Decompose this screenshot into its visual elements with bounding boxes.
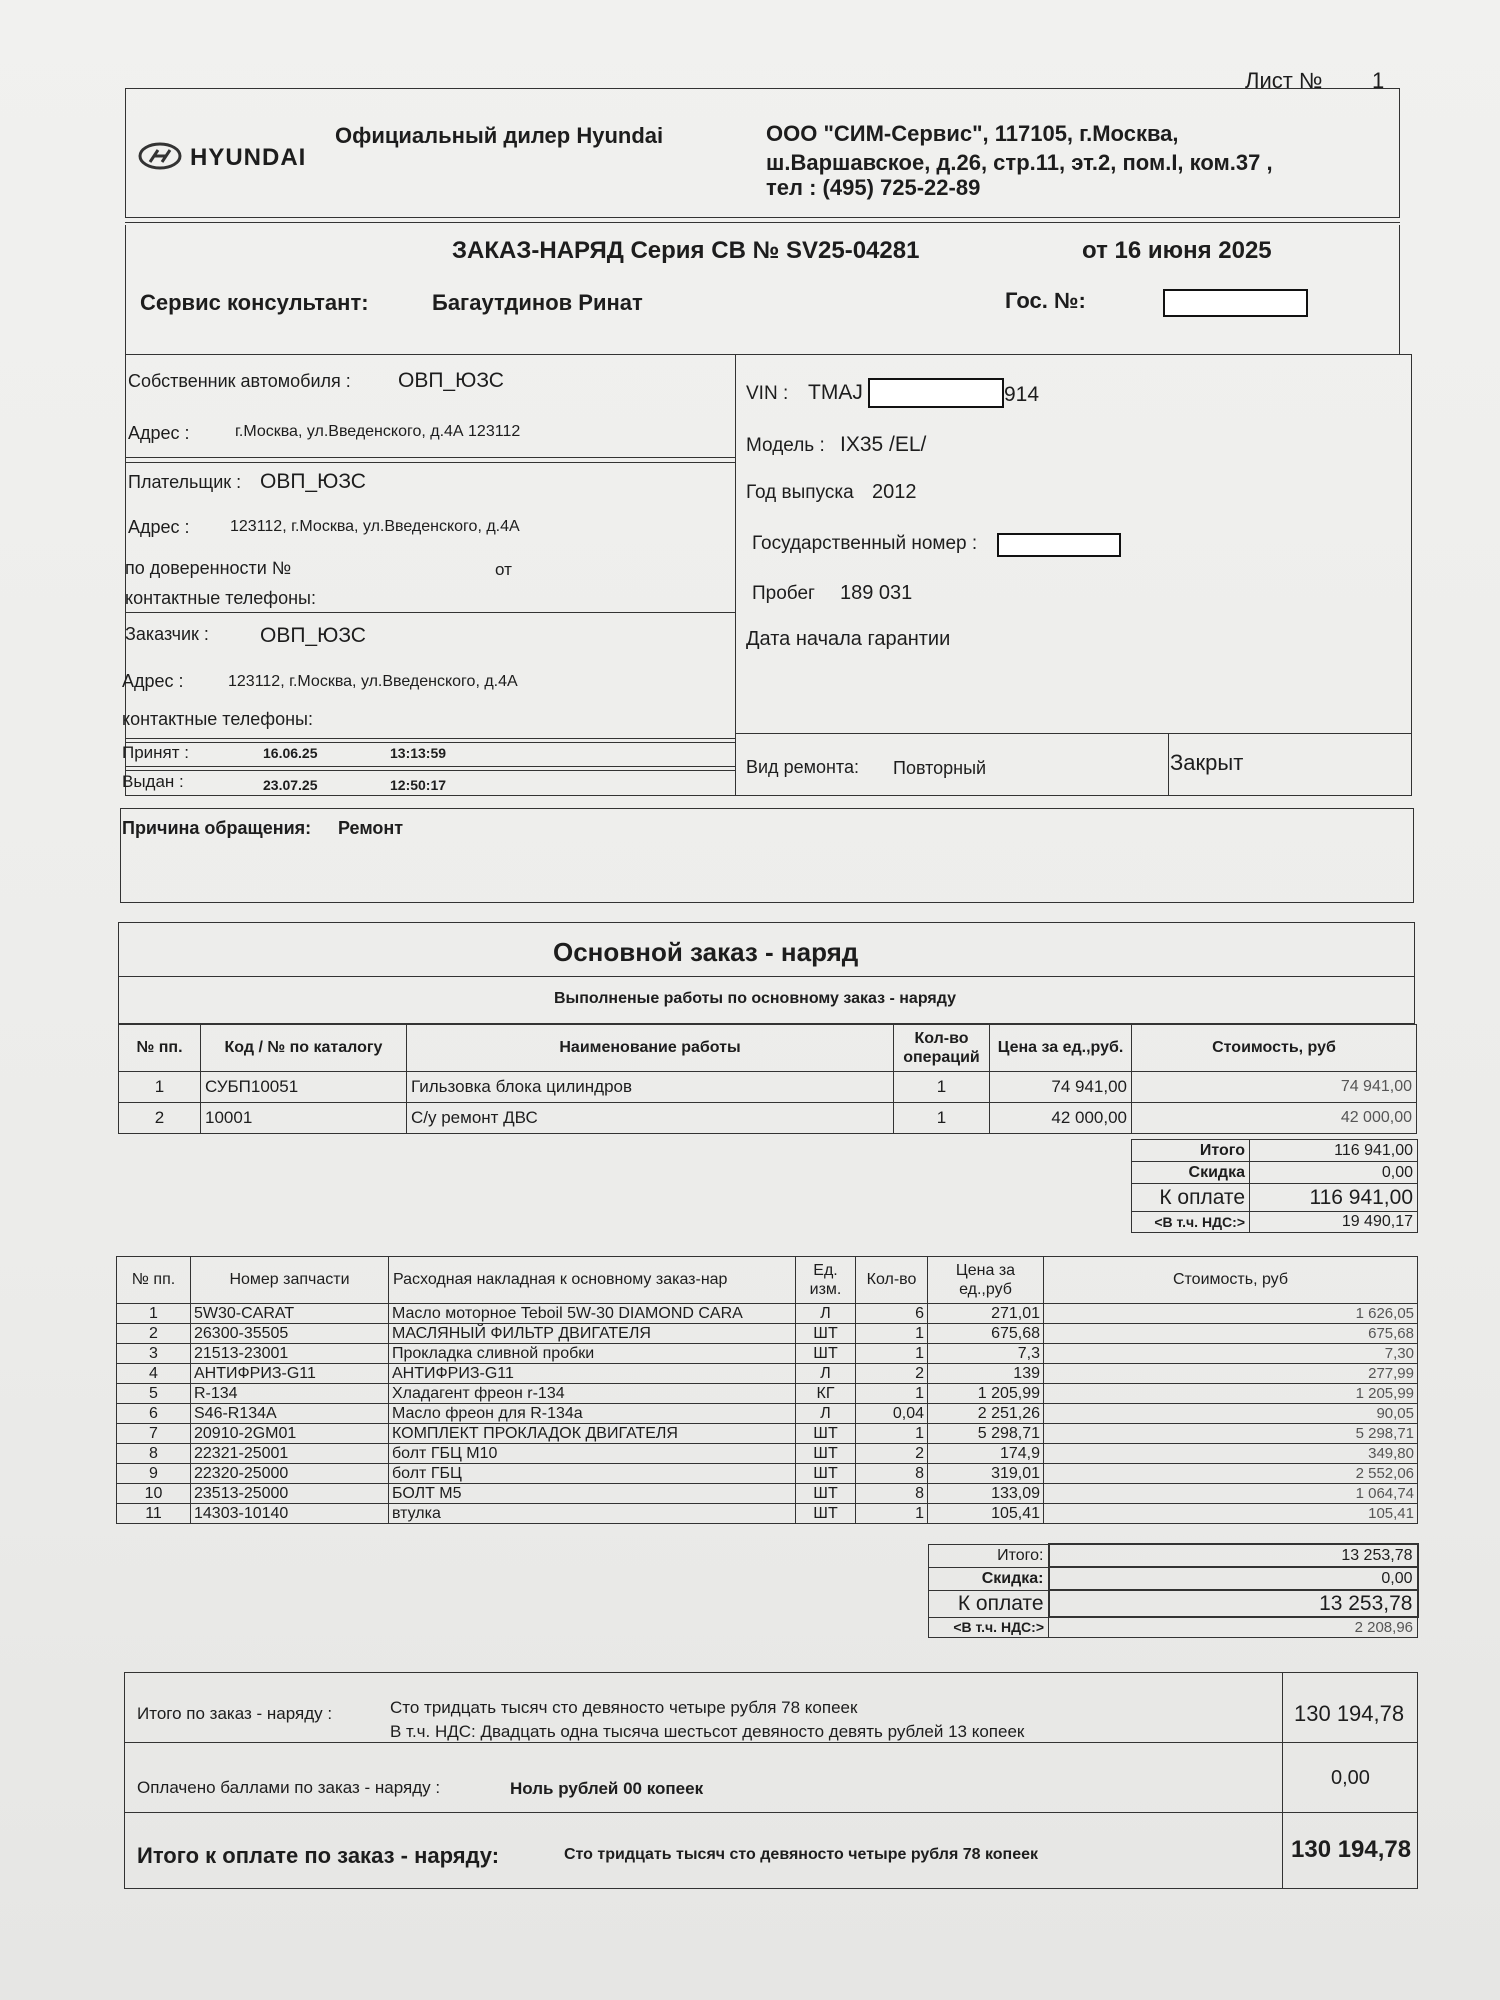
works-discount-row [1132, 1162, 1418, 1184]
parts-cell-price: 5 298,71 [928, 1424, 1044, 1444]
summary-total-value: 130 194,78 [1294, 1701, 1405, 1726]
warranty-label: Дата начала гарантии [746, 628, 951, 650]
works-total-label: Итого [1132, 1140, 1250, 1162]
parts-cell-num: 14303-10140 [191, 1504, 389, 1524]
parts-total-label: Итого: [929, 1544, 1049, 1567]
summary-points-value: 0,00 [1331, 1767, 1370, 1789]
parts-cell-name: болт ГБЦ М10 [389, 1444, 796, 1464]
owner-value: ОВП_ЮЗС [398, 369, 504, 392]
customer-address-label: Адрес : [122, 671, 184, 691]
customer-label: Заказчик : [125, 624, 209, 644]
works-cell-price: 42 000,00 [990, 1103, 1132, 1134]
works-col-qty: Кол-во операций [894, 1025, 990, 1072]
proxy-from: от [495, 560, 512, 579]
parts-cell-qty: 1 [856, 1324, 928, 1344]
year-label: Год выпуска [746, 482, 854, 503]
parts-cell-name: втулка [389, 1504, 796, 1524]
works-total-value: 116 941,00 [1250, 1140, 1418, 1162]
vin-label: VIN : [746, 383, 789, 404]
works-header-row [119, 1025, 1417, 1072]
parts-col-cost: Стоимость, руб [1044, 1257, 1418, 1304]
vin-prefix: TMAJ [808, 381, 863, 404]
owner-label: Собственник автомобиля : [128, 371, 351, 391]
payer-divider [125, 612, 735, 613]
parts-pay-row [929, 1590, 1418, 1617]
parts-cell-num: R-134 [191, 1384, 389, 1404]
payer-label: Плательщик : [128, 472, 242, 492]
parts-total-value: 13 253,78 [1049, 1544, 1418, 1567]
consultant-label: Сервис консультант: [140, 290, 369, 315]
parts-body [117, 1304, 1418, 1524]
repair-type-value: Повторный [893, 758, 987, 778]
works-col-cost: Стоимость, руб [1132, 1025, 1417, 1072]
table-row [117, 1344, 1418, 1364]
parts-discount-row [929, 1567, 1418, 1590]
summary-split [1282, 1672, 1283, 1889]
works-cell-price: 74 941,00 [990, 1072, 1132, 1103]
works-cell-cost: 42 000,00 [1132, 1103, 1417, 1134]
summary-total-words: Сто тридцать тысяч сто девяносто четыре рубля 78 копеек [390, 1698, 858, 1717]
parts-cell-unit: ШТ [796, 1444, 856, 1464]
parts-header-row [117, 1257, 1418, 1304]
parts-cell-name: КОМПЛЕКТ ПРОКЛАДОК ДВИГАТЕЛЯ [389, 1424, 796, 1444]
logo-text: HYUNDAI [190, 144, 307, 171]
parts-cell-n: 1 [117, 1304, 191, 1324]
parts-cell-n: 8 [117, 1444, 191, 1464]
parts-cell-unit: Л [796, 1364, 856, 1384]
customer-divider [125, 738, 735, 739]
works-total-row [1132, 1140, 1418, 1162]
works-cell-n: 2 [119, 1103, 201, 1134]
customer-address-value: 123112, г.Москва, ул.Введенского, д.4А [228, 673, 518, 690]
works-pay-label: К оплате [1132, 1184, 1250, 1212]
works-discount-value: 0,00 [1250, 1162, 1418, 1184]
parts-cell-cost: 2 552,06 [1044, 1464, 1418, 1484]
table-row [117, 1424, 1418, 1444]
parts-pay-label: К оплате [929, 1590, 1049, 1617]
summary-vat-words: В т.ч. НДС: Двадцать одна тысяча шестьсот девяносто девять рублей 13 копеек [390, 1722, 1025, 1741]
parts-cell-unit: Л [796, 1304, 856, 1324]
works-cell-qty: 1 [894, 1103, 990, 1134]
reason-box [120, 808, 1414, 903]
parts-cell-name: БОЛТ М5 [389, 1484, 796, 1504]
parts-cell-cost: 277,99 [1044, 1364, 1418, 1384]
summary-pay-label: Итого к оплате по заказ - наряду: [137, 1843, 500, 1868]
sheet-label: Лист № [1245, 68, 1323, 93]
works-col-code: Код / № по каталогу [201, 1025, 407, 1072]
parts-cell-unit: ШТ [796, 1484, 856, 1504]
main-order-subtitle: Выполненые работы по основному заказ - наряду [554, 990, 956, 1007]
issued-time: 12:50:17 [390, 777, 447, 793]
table-row [119, 1103, 1417, 1134]
parts-cell-qty: 1 [856, 1504, 928, 1524]
parts-cell-name: МАСЛЯНЫЙ ФИЛЬТР ДВИГАТЕЛЯ [389, 1324, 796, 1344]
works-cell-code: 10001 [201, 1103, 407, 1134]
summary-pay-value: 130 194,78 [1291, 1836, 1412, 1863]
parts-cell-qty: 0,04 [856, 1404, 928, 1424]
model-label: Модель : [746, 435, 825, 456]
table-row [117, 1364, 1418, 1384]
vin-redacted [868, 378, 1004, 408]
works-pay-row [1132, 1184, 1418, 1212]
payer-value: ОВП_ЮЗС [260, 470, 366, 493]
parts-cell-unit: ШТ [796, 1504, 856, 1524]
parts-cell-cost: 105,41 [1044, 1504, 1418, 1524]
parts-cell-num: S46-R134A [191, 1404, 389, 1424]
accepted-divider-2 [125, 770, 735, 771]
summary-divider-2 [124, 1812, 1418, 1813]
accepted-time: 13:13:59 [390, 745, 447, 761]
parts-cell-price: 105,41 [928, 1504, 1044, 1524]
table-row [117, 1304, 1418, 1324]
parts-col-n: № пп. [117, 1257, 191, 1304]
owner-divider [125, 457, 735, 458]
parts-col-name: Расходная накладная к основному заказ-нар [389, 1257, 796, 1304]
works-cell-cost: 74 941,00 [1132, 1072, 1417, 1103]
parts-cell-num: 5W30-CARAT [191, 1304, 389, 1324]
parts-cell-num: 22321-25001 [191, 1444, 389, 1464]
works-cell-code: СУБП10051 [201, 1072, 407, 1103]
parts-cell-num: 22320-25000 [191, 1464, 389, 1484]
parts-cell-price: 133,09 [928, 1484, 1044, 1504]
hyundai-logo-icon [138, 142, 182, 170]
parts-cell-n: 9 [117, 1464, 191, 1484]
parts-cell-unit: КГ [796, 1384, 856, 1404]
company-phone: тел : (495) 725-22-89 [766, 175, 981, 200]
parts-vat-value: 2 208,96 [1049, 1617, 1418, 1638]
parts-cell-price: 174,9 [928, 1444, 1044, 1464]
parts-total-row [929, 1544, 1418, 1567]
header-divider [125, 222, 1400, 223]
parts-cell-unit: ШТ [796, 1464, 856, 1484]
gos-label: Гос. №: [1005, 288, 1086, 313]
parts-cell-price: 7,3 [928, 1344, 1044, 1364]
parts-cell-qty: 2 [856, 1364, 928, 1384]
parts-cell-qty: 6 [856, 1304, 928, 1324]
table-row [117, 1324, 1418, 1344]
parts-cell-n: 7 [117, 1424, 191, 1444]
customer-divider-2 [125, 742, 735, 743]
parts-vat-row [929, 1617, 1418, 1638]
owner-address-label: Адрес : [128, 423, 190, 443]
info-split [735, 354, 736, 796]
order-title: ЗАКАЗ-НАРЯД Серия СВ № SV25-04281 [452, 237, 920, 264]
works-totals [1131, 1139, 1418, 1233]
works-vat-label: <В т.ч. НДС:> [1132, 1212, 1250, 1233]
table-row [117, 1384, 1418, 1404]
parts-cell-price: 319,01 [928, 1464, 1044, 1484]
parts-vat-label: <В т.ч. НДС:> [929, 1617, 1049, 1638]
parts-cell-cost: 1 205,99 [1044, 1384, 1418, 1404]
owner-address-value: г.Москва, ул.Введенского, д.4А 123112 [235, 423, 521, 440]
table-row [117, 1484, 1418, 1504]
payer-phones-label: контактные телефоны: [125, 588, 316, 608]
parts-cell-unit: ШТ [796, 1424, 856, 1444]
reason-value: Ремонт [338, 818, 404, 838]
issued-label: Выдан : [122, 772, 184, 791]
owner-divider-2 [125, 462, 735, 463]
parts-cell-cost: 1 626,05 [1044, 1304, 1418, 1324]
parts-col-price: Цена за ед.,руб [928, 1257, 1044, 1304]
parts-cell-cost: 349,80 [1044, 1444, 1418, 1464]
summary-points-words: Ноль рублей 00 копеек [510, 1779, 704, 1798]
parts-cell-n: 11 [117, 1504, 191, 1524]
info-box [125, 354, 1412, 796]
works-cell-name: С/у ремонт ДВС [407, 1103, 894, 1134]
summary-points-label: Оплачено баллами по заказ - наряду : [137, 1778, 441, 1797]
summary-divider-1 [124, 1742, 1418, 1743]
works-table [118, 1024, 1417, 1134]
parts-table [116, 1256, 1418, 1524]
parts-cell-n: 10 [117, 1484, 191, 1504]
issued-date: 23.07.25 [263, 777, 318, 793]
main-order-title: Основной заказ - наряд [553, 937, 859, 967]
parts-discount-label: Скидка: [929, 1567, 1049, 1590]
parts-cell-cost: 7,30 [1044, 1344, 1418, 1364]
dealer-title: Официальный дилер Hyundai [335, 123, 664, 148]
sheet-number: 1 [1372, 68, 1385, 93]
summary-pay-words: Сто тридцать тысяч сто девяносто четыре рубля 78 копеек [564, 1846, 1039, 1863]
parts-cell-price: 2 251,26 [928, 1404, 1044, 1424]
parts-cell-n: 4 [117, 1364, 191, 1384]
parts-cell-num: АНТИФРИЗ-G11 [191, 1364, 389, 1384]
gos-redacted [1163, 289, 1308, 317]
parts-cell-unit: ШТ [796, 1344, 856, 1364]
accepted-label: Принят : [122, 743, 189, 762]
parts-cell-name: Хладагент фреон r-134 [389, 1384, 796, 1404]
parts-cell-cost: 5 298,71 [1044, 1424, 1418, 1444]
model-value: IX35 /EL/ [840, 433, 927, 456]
proxy-label: по доверенности № [125, 558, 292, 578]
parts-cell-n: 5 [117, 1384, 191, 1404]
works-discount-label: Скидка [1132, 1162, 1250, 1184]
works-vat-row [1132, 1212, 1418, 1233]
parts-cell-unit: Л [796, 1404, 856, 1424]
year-value: 2012 [872, 481, 917, 503]
plate-redacted [997, 533, 1121, 557]
works-cell-qty: 1 [894, 1072, 990, 1103]
reason-label: Причина обращения: [122, 818, 312, 838]
main-order-title-divider [118, 976, 1415, 977]
accepted-divider [125, 766, 735, 767]
customer-value: ОВП_ЮЗС [260, 624, 366, 647]
works-vat-value: 19 490,17 [1250, 1212, 1418, 1233]
payer-address-value: 123112, г.Москва, ул.Введенского, д.4А [230, 518, 520, 535]
order-date: от 16 июня 2025 [1082, 237, 1272, 264]
works-cell-n: 1 [119, 1072, 201, 1103]
works-pay-value: 116 941,00 [1250, 1184, 1418, 1212]
parts-cell-num: 23513-25000 [191, 1484, 389, 1504]
parts-cell-qty: 8 [856, 1484, 928, 1504]
works-col-name: Наименование работы [407, 1025, 894, 1072]
parts-cell-n: 6 [117, 1404, 191, 1424]
parts-col-qty: Кол-во [856, 1257, 928, 1304]
parts-cell-unit: ШТ [796, 1324, 856, 1344]
parts-cell-cost: 675,68 [1044, 1324, 1418, 1344]
parts-cell-qty: 8 [856, 1464, 928, 1484]
parts-cell-qty: 1 [856, 1424, 928, 1444]
parts-col-num: Номер запчасти [191, 1257, 389, 1304]
parts-cell-cost: 90,05 [1044, 1404, 1418, 1424]
works-col-n: № пп. [119, 1025, 201, 1072]
payer-address-label: Адрес : [128, 517, 190, 537]
parts-cell-name: Масло фреон для R-134a [389, 1404, 796, 1424]
table-row [117, 1464, 1418, 1484]
company-line-2: ш.Варшавское, д.26, стр.11, эт.2, пом.I, ком.37 , [766, 150, 1273, 175]
works-col-price: Цена за ед.,руб. [990, 1025, 1132, 1072]
summary-total-label: Итого по заказ - наряду : [137, 1704, 333, 1723]
status-split [1168, 733, 1169, 796]
parts-cell-n: 2 [117, 1324, 191, 1344]
parts-cell-name: АНТИФРИЗ-G11 [389, 1364, 796, 1384]
parts-cell-name: болт ГБЦ [389, 1464, 796, 1484]
parts-cell-cost: 1 064,74 [1044, 1484, 1418, 1504]
parts-cell-price: 139 [928, 1364, 1044, 1384]
parts-cell-name: Прокладка сливной пробки [389, 1344, 796, 1364]
company-line-1: ООО "СИМ-Сервис", 117105, г.Москва, [766, 121, 1179, 146]
accepted-date: 16.06.25 [263, 745, 318, 761]
table-row [117, 1504, 1418, 1524]
parts-cell-price: 675,68 [928, 1324, 1044, 1344]
table-row [117, 1404, 1418, 1424]
parts-cell-n: 3 [117, 1344, 191, 1364]
parts-cell-price: 271,01 [928, 1304, 1044, 1324]
parts-cell-num: 21513-23001 [191, 1344, 389, 1364]
works-cell-name: Гильзовка блока цилиндров [407, 1072, 894, 1103]
plate-label: Государственный номер : [752, 533, 978, 554]
table-row [117, 1444, 1418, 1464]
table-row [119, 1072, 1417, 1103]
repair-divider [735, 733, 1412, 734]
vin-suffix: 914 [1004, 383, 1040, 406]
parts-cell-num: 26300-35505 [191, 1324, 389, 1344]
consultant-name: Багаутдинов Ринат [432, 290, 643, 315]
customer-phones-label: контактные телефоны: [122, 709, 313, 729]
parts-cell-qty: 1 [856, 1384, 928, 1404]
parts-cell-qty: 2 [856, 1444, 928, 1464]
parts-cell-name: Масло моторное Teboil 5W-30 DIAMOND CARA [389, 1304, 796, 1324]
parts-col-unit: Ед. изм. [796, 1257, 856, 1304]
parts-cell-qty: 1 [856, 1344, 928, 1364]
mileage-value: 189 031 [840, 582, 913, 604]
parts-pay-value: 13 253,78 [1049, 1590, 1418, 1617]
parts-cell-price: 1 205,99 [928, 1384, 1044, 1404]
parts-cell-num: 20910-2GM01 [191, 1424, 389, 1444]
mileage-label: Пробег [752, 583, 815, 604]
parts-totals [928, 1543, 1419, 1638]
repair-type-label: Вид ремонта: [746, 757, 859, 777]
parts-discount-value: 0,00 [1049, 1567, 1418, 1590]
order-status: Закрыт [1170, 750, 1244, 775]
